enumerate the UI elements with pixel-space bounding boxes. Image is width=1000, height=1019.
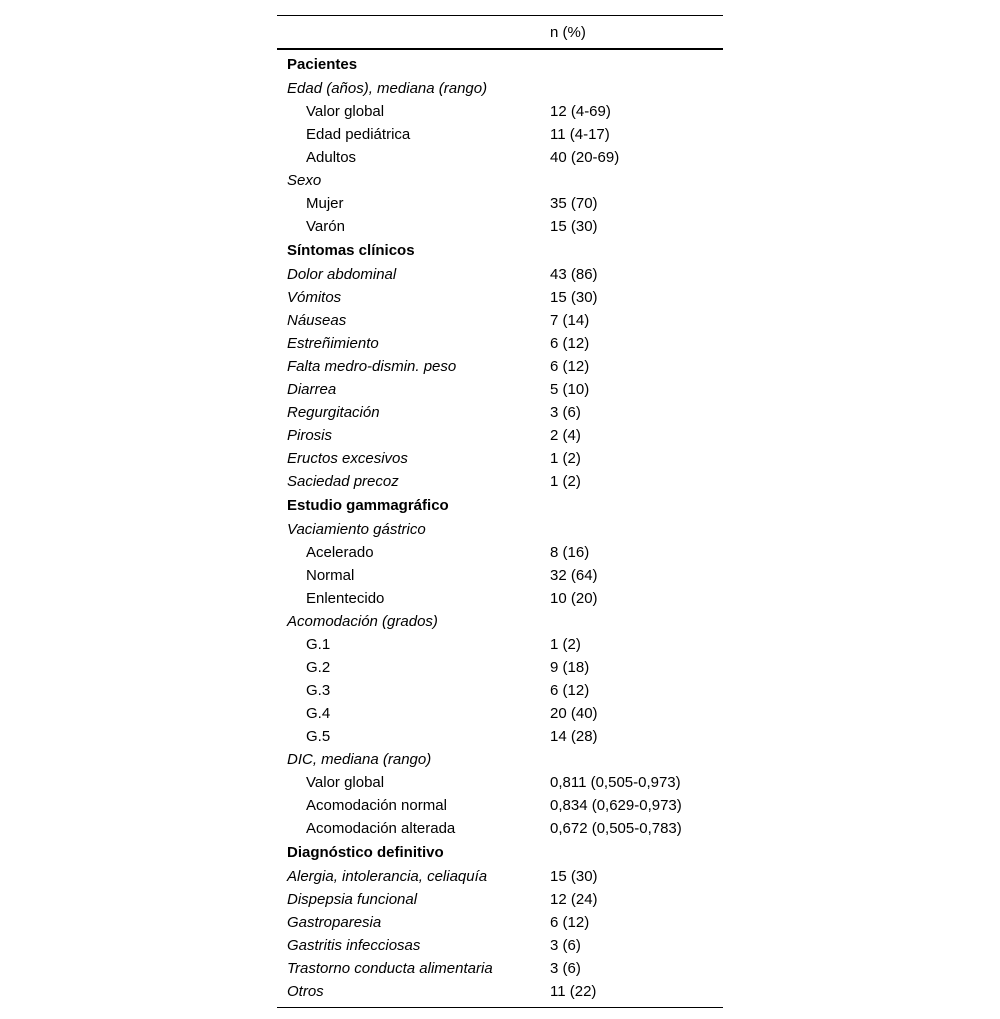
row-label: Varón <box>306 218 345 235</box>
table-row <box>277 957 723 980</box>
row-label: G.3 <box>306 682 331 699</box>
row-label: Estreñimiento <box>287 335 379 352</box>
row-value: 0,834 (0,629-0,973) <box>550 797 682 814</box>
row-label: Normal <box>306 567 355 584</box>
row-label: Enlentecido <box>306 590 385 607</box>
row-value: 11 (22) <box>550 983 597 1000</box>
row-value: 6 (12) <box>550 335 590 352</box>
row-value: 20 (40) <box>550 705 598 722</box>
row-value: 0,811 (0,505-0,973) <box>550 774 681 791</box>
row-label: Valor global <box>306 774 385 791</box>
table-row <box>277 980 723 1003</box>
row-value: 1 (2) <box>550 450 581 467</box>
row-label: Vómitos <box>287 289 342 306</box>
row-label: DIC, mediana (rango) <box>287 751 432 768</box>
row-label: Mujer <box>306 195 344 212</box>
row-value: 3 (6) <box>550 404 581 421</box>
row-value: 6 (12) <box>550 914 590 931</box>
table-row <box>277 192 723 215</box>
row-value: 40 (20-69) <box>550 149 620 166</box>
row-label: Adultos <box>306 149 357 166</box>
section-heading-row <box>277 493 723 518</box>
row-label: Trastorno conducta alimentaria <box>287 960 493 977</box>
row-label: G.4 <box>306 705 331 722</box>
row-value: 15 (30) <box>550 218 598 235</box>
table-row <box>277 702 723 725</box>
table-body <box>277 50 723 1007</box>
table-row <box>277 771 723 794</box>
row-value: 35 (70) <box>550 195 598 212</box>
table-row <box>277 77 723 100</box>
row-value: 14 (28) <box>550 728 598 745</box>
row-value: 15 (30) <box>550 868 598 885</box>
row-label: Saciedad precoz <box>287 473 399 490</box>
table-row <box>277 888 723 911</box>
row-label: G.5 <box>306 728 331 745</box>
row-label: Gastroparesia <box>287 914 382 931</box>
row-label: Eructos excesivos <box>287 450 408 467</box>
row-label: Acomodación (grados) <box>287 613 438 630</box>
row-label: Dispepsia funcional <box>287 891 418 908</box>
table-row <box>277 564 723 587</box>
row-label: Diarrea <box>287 381 337 398</box>
row-label: Alergia, intolerancia, celiaquía <box>287 868 488 885</box>
table-row <box>277 470 723 493</box>
row-label: Sexo <box>287 172 322 189</box>
row-value: 6 (12) <box>550 358 590 375</box>
row-value: 6 (12) <box>550 682 590 699</box>
table-row <box>277 286 723 309</box>
table-row <box>277 865 723 888</box>
row-label: Pirosis <box>287 427 333 444</box>
table-row <box>277 100 723 123</box>
table-row <box>277 309 723 332</box>
table-row <box>277 169 723 192</box>
table-row <box>277 587 723 610</box>
row-label: Vaciamiento gástrico <box>287 521 426 538</box>
row-value: 11 (4-17) <box>550 126 610 143</box>
table-row <box>277 123 723 146</box>
row-label: Acomodación normal <box>306 797 447 814</box>
row-value: 7 (14) <box>550 312 590 329</box>
section-heading-row <box>277 52 723 77</box>
row-label: Falta medro-dismin. peso <box>287 358 457 375</box>
row-value: 1 (2) <box>550 636 581 653</box>
row-value: 15 (30) <box>550 289 598 306</box>
row-label: Náuseas <box>287 312 347 329</box>
table-row <box>277 817 723 840</box>
table-row <box>277 794 723 817</box>
row-label: Valor global <box>306 103 385 120</box>
table-row <box>277 725 723 748</box>
table-row <box>277 146 723 169</box>
row-value: 3 (6) <box>550 960 581 977</box>
row-value: 1 (2) <box>550 473 581 490</box>
row-value: 43 (86) <box>550 266 598 283</box>
section-heading: Pacientes <box>287 56 358 73</box>
row-value: 10 (20) <box>550 590 598 607</box>
table-row <box>277 911 723 934</box>
table-row <box>277 656 723 679</box>
row-value: 12 (24) <box>550 891 598 908</box>
section-heading-row <box>277 238 723 263</box>
row-label: Edad pediátrica <box>306 126 411 143</box>
row-label: Edad (años), mediana (rango) <box>287 80 488 97</box>
row-label: G.1 <box>306 636 331 653</box>
table-row <box>277 679 723 702</box>
table-header-row <box>277 16 723 48</box>
table-row <box>277 541 723 564</box>
row-label: Acomodación alterada <box>306 820 456 837</box>
section-heading: Síntomas clínicos <box>287 242 415 259</box>
table-row <box>277 447 723 470</box>
row-value: 0,672 (0,505-0,783) <box>550 820 682 837</box>
section-heading: Estudio gammagráfico <box>287 497 449 514</box>
row-value: 12 (4-69) <box>550 103 611 120</box>
table-row <box>277 401 723 424</box>
header-n-percent: n (%) <box>550 24 586 41</box>
row-label: Acelerado <box>306 544 374 561</box>
row-value: 9 (18) <box>550 659 590 676</box>
row-label: G.2 <box>306 659 331 676</box>
table-row <box>277 378 723 401</box>
table-row <box>277 633 723 656</box>
row-label: Otros <box>287 983 324 1000</box>
row-value: 8 (16) <box>550 544 590 561</box>
table-row <box>277 610 723 633</box>
table-row <box>277 332 723 355</box>
row-value: 3 (6) <box>550 937 581 954</box>
table-row <box>277 748 723 771</box>
row-label: Dolor abdominal <box>287 266 397 283</box>
table-row <box>277 355 723 378</box>
section-heading-row <box>277 840 723 865</box>
table-row <box>277 424 723 447</box>
row-label: Regurgitación <box>287 404 380 421</box>
table-row <box>277 518 723 541</box>
table-row <box>277 215 723 238</box>
data-table <box>277 15 723 1008</box>
table-row <box>277 263 723 286</box>
row-value: 2 (4) <box>550 427 581 444</box>
section-heading: Diagnóstico definitivo <box>287 844 444 861</box>
row-label: Gastritis infecciosas <box>287 937 421 954</box>
row-value: 32 (64) <box>550 567 598 584</box>
table-bottom-rule <box>277 1007 723 1008</box>
row-value: 5 (10) <box>550 381 590 398</box>
table-row <box>277 934 723 957</box>
